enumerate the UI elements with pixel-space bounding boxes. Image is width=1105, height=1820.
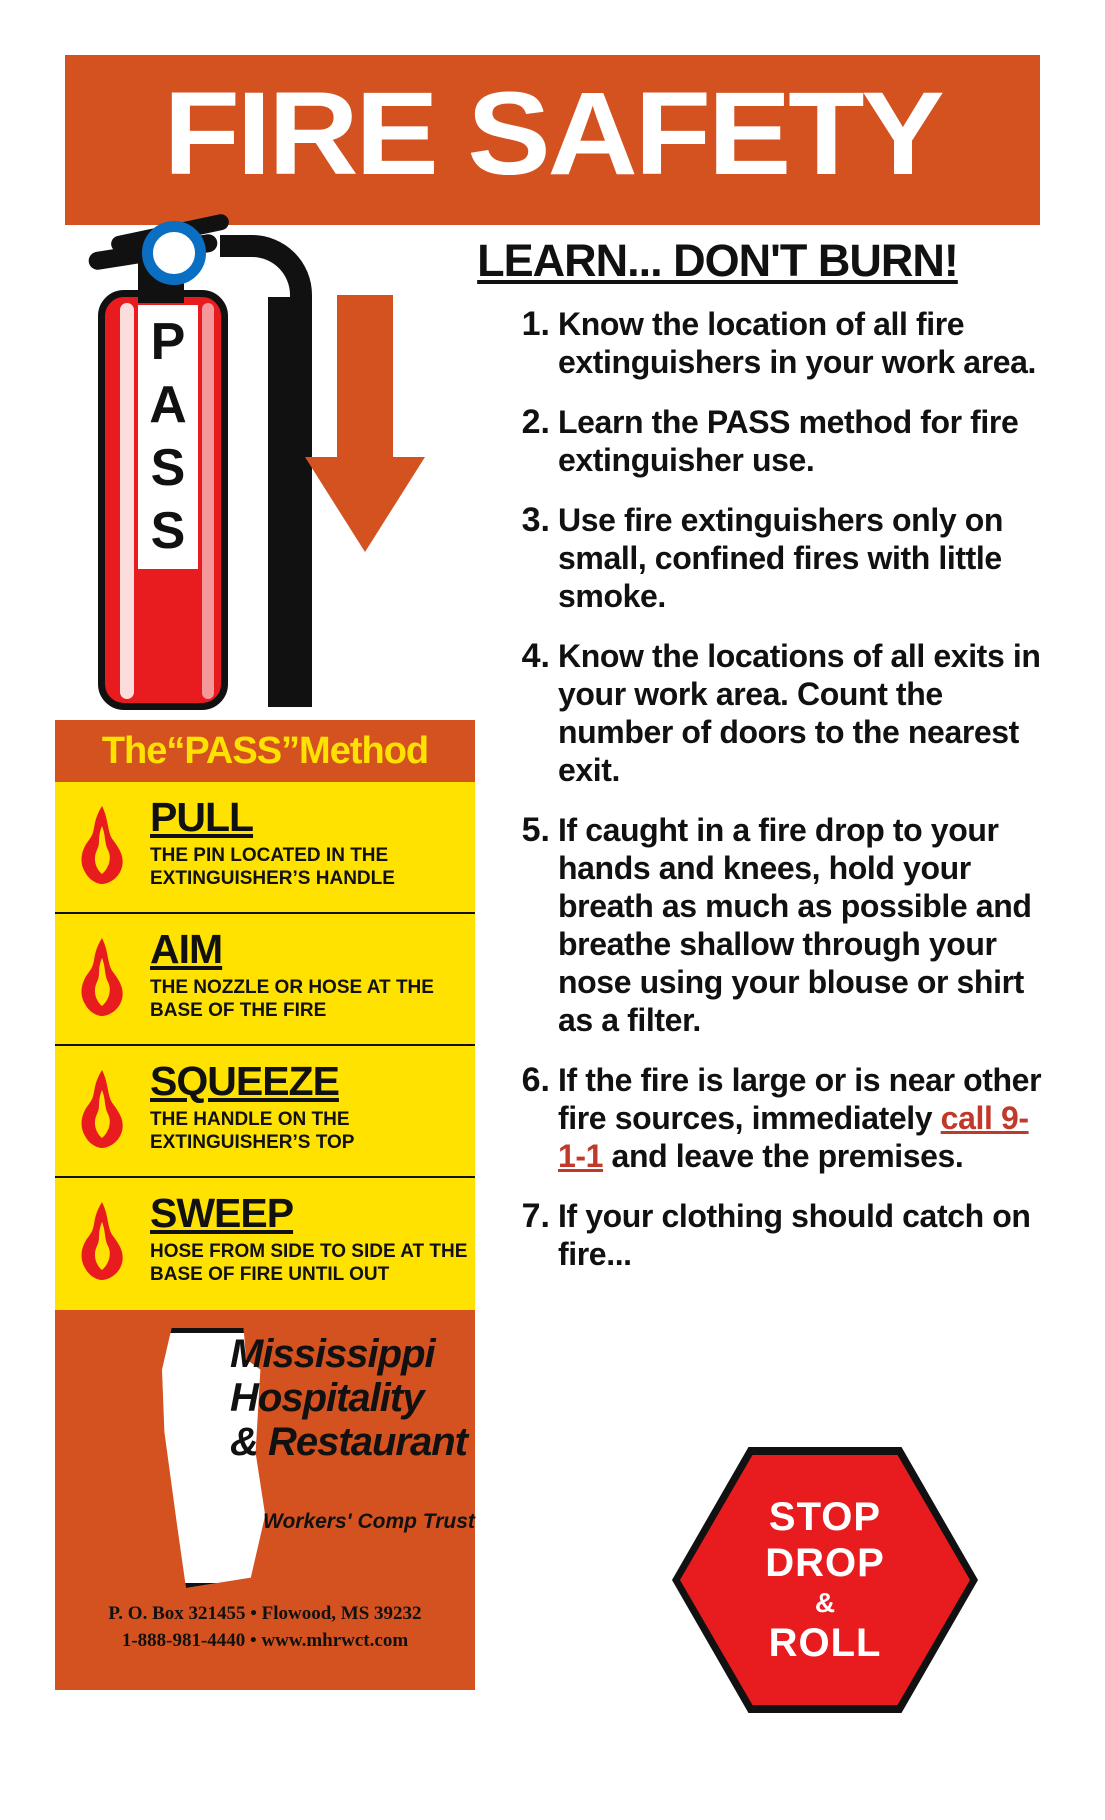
pass-method-panel [55, 720, 475, 1310]
list-item-text: Use fire extinguishers only on small, confined fires with little smoke. [558, 502, 1004, 614]
list-item-number: 7. [521, 1197, 550, 1235]
pass-letter-p: P [150, 313, 186, 371]
pass-step-detail: THE NOZZLE OR HOSE AT THE BASE OF THE FIRE [150, 977, 434, 1021]
flame-icon [71, 936, 133, 1018]
pass-method-rows [55, 782, 475, 1310]
list-item-text: Learn the PASS method for fire extinguisher use. [558, 404, 1019, 478]
list-item [510, 501, 1050, 615]
sponsor-logo-panel [55, 1310, 475, 1690]
pass-method-header [55, 720, 475, 782]
sponsor-name-line3: & Restaurant [230, 1420, 467, 1464]
list-item-number: 3. [521, 501, 550, 539]
pass-step-title: PULL [150, 794, 254, 840]
tip6-text-before: If the fire is large or is near other fire sources, immediately [558, 1062, 1042, 1136]
pass-step-aim [55, 914, 475, 1046]
pass-letter-a: A [149, 376, 187, 434]
tip6-text-after: and leave the premises. [603, 1138, 964, 1174]
list-item [510, 1197, 1050, 1273]
poster [55, 55, 1050, 1775]
extinguisher-pass-label [138, 305, 198, 569]
pass-letter-s1: S [150, 439, 186, 497]
sponsor-phone-website[interactable]: 1-888-981-4440 • www.mhrwct.com [121, 1630, 409, 1651]
flame-icon [71, 804, 133, 886]
flame-icon [71, 1068, 133, 1150]
list-item-number: 6. [521, 1061, 550, 1099]
stop-label: STOP [768, 1495, 882, 1539]
pass-letter-s2: S [150, 502, 186, 560]
list-item-number: 1. [521, 305, 550, 343]
flame-icon [71, 1200, 133, 1282]
page-title: FIRE SAFETY [163, 68, 942, 200]
extinguisher-pin-ring-icon [142, 221, 206, 285]
roll-label: ROLL [768, 1621, 882, 1665]
list-item-number: 5. [521, 811, 550, 849]
stop-drop-roll-text [680, 1455, 970, 1705]
call-911-link[interactable]: call 9-1-1 [558, 1100, 1029, 1174]
list-item-number: 2. [521, 403, 550, 441]
pass-step-detail: THE PIN LOCATED IN THE EXTINGUISHER’S HANDLE [150, 845, 395, 889]
pass-step-detail: HOSE FROM SIDE TO SIDE AT THE BASE OF FIRE UNTIL OUT [150, 1241, 468, 1285]
pass-step-squeeze [55, 1046, 475, 1178]
list-item [510, 305, 1050, 381]
drop-label: DROP [765, 1541, 885, 1585]
list-item [510, 637, 1050, 789]
extinguisher-highlight-2 [202, 303, 214, 699]
list-item-text: If caught in a fire drop to your hands and knees, hold your breath as much as possible and breathe shallow through your nose using your blouse or shirt as a filter. [558, 812, 1032, 1038]
page-subtitle: LEARN... DON'T BURN! [477, 235, 958, 286]
list-item-text [558, 1061, 1050, 1175]
sponsor-name-line2: Hospitality [230, 1376, 424, 1420]
list-item-text: Know the locations of all exits in your work area. Count the number of doors to the nearest exit. [558, 638, 1041, 788]
list-item [510, 1061, 1050, 1175]
safety-tips-list [510, 305, 1050, 1295]
extinguisher-hose-icon [220, 235, 312, 705]
pass-method-heading: The“PASS”Method [101, 730, 429, 772]
down-arrow-icon [305, 295, 425, 555]
sponsor-name [230, 1332, 480, 1464]
pass-step-detail: THE HANDLE ON THE EXTINGUISHER’S TOP [150, 1109, 355, 1153]
pass-step-title: SWEEP [150, 1190, 294, 1236]
header-band [65, 55, 1040, 225]
sponsor-tagline: Workers' Comp Trust [263, 1510, 475, 1533]
sponsor-contact [55, 1600, 475, 1654]
pass-step-pull [55, 782, 475, 914]
sponsor-address: P. O. Box 321455 • Flowood, MS 39232 [108, 1603, 422, 1624]
list-item-text: Know the location of all fire extinguishers in your work area. [558, 306, 1037, 380]
extinguisher-highlight [120, 303, 134, 699]
list-item-number: 4. [521, 637, 550, 675]
pass-step-title: SQUEEZE [150, 1058, 339, 1104]
ampersand-label: & [814, 1587, 836, 1618]
sponsor-name-line1: Mississippi [230, 1332, 435, 1376]
list-item [510, 403, 1050, 479]
pass-step-title: AIM [150, 926, 223, 972]
list-item-text: If your clothing should catch on fire... [558, 1198, 1031, 1272]
pass-step-sweep [55, 1178, 475, 1310]
list-item [510, 811, 1050, 1039]
